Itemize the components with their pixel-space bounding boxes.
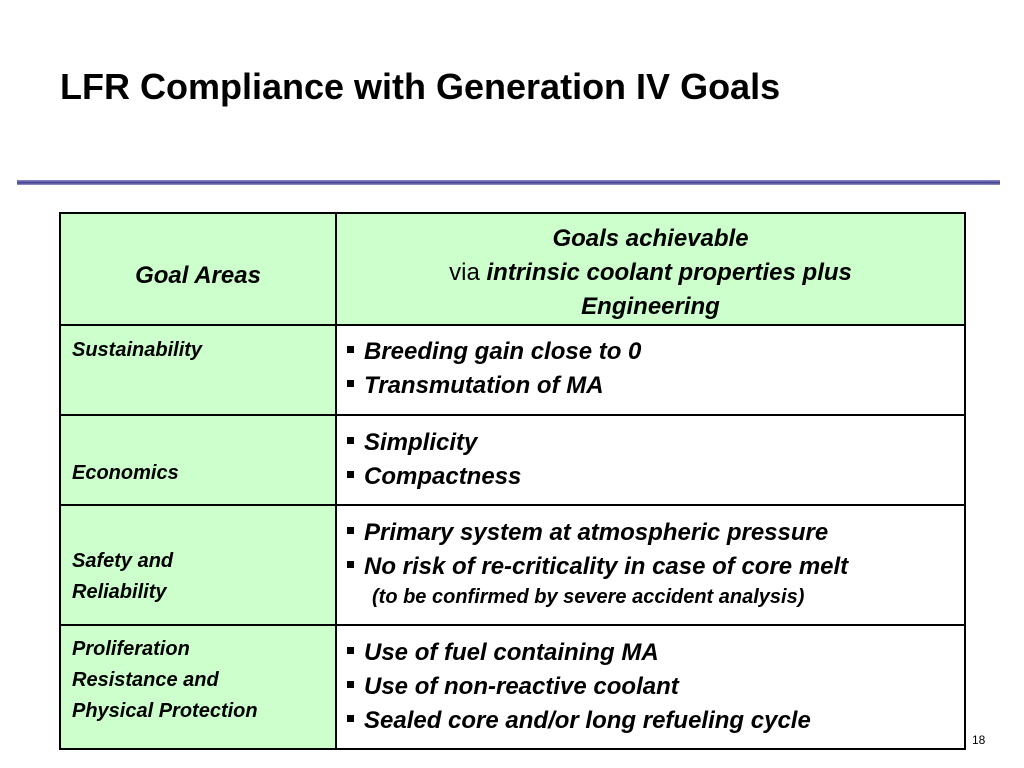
list-item	[347, 670, 964, 704]
list-item-text: Use of fuel containing MA	[364, 639, 659, 666]
page-number: 18	[972, 733, 986, 747]
goal-area-line: Resistance and	[72, 669, 219, 691]
list-item-text: No risk of re-criticality in case of core melt	[364, 553, 849, 580]
table-header-row	[60, 213, 965, 325]
goal-area-label	[61, 506, 335, 608]
list-item	[347, 550, 964, 584]
list-item	[347, 426, 964, 460]
bullet-square-icon	[347, 437, 354, 444]
list-item-text: Primary system at atmospheric pressure	[364, 519, 829, 546]
goals-cell	[336, 325, 965, 415]
table-row	[60, 505, 965, 625]
list-item	[347, 460, 964, 494]
bullet-square-icon	[347, 715, 354, 722]
goals-table	[59, 212, 966, 750]
list-item	[347, 369, 964, 403]
goals-cell	[336, 415, 965, 505]
bullet-square-icon	[347, 561, 354, 568]
bullet-square-icon	[347, 346, 354, 353]
list-item-text: Sealed core and/or long refueling cycle	[364, 707, 811, 734]
table-row	[60, 415, 965, 505]
slide-title: LFR Compliance with Generation IV Goals	[60, 66, 781, 107]
goals-list	[337, 626, 964, 738]
header-goals-line2	[337, 256, 964, 290]
goals-list	[337, 416, 964, 494]
goal-area-line: Sustainability	[72, 339, 203, 361]
header-goal-areas-label: Goal Areas	[135, 262, 261, 289]
header-goals	[336, 213, 965, 325]
bullet-square-icon	[347, 380, 354, 387]
bullet-square-icon	[347, 527, 354, 534]
header-goals-label	[337, 214, 964, 324]
goal-area-cell	[60, 505, 336, 625]
header-goal-areas	[60, 213, 336, 325]
goal-area-line: Safety and	[72, 550, 174, 572]
list-item-text: Simplicity	[364, 429, 478, 456]
list-item-text: Breeding gain close to 0	[364, 338, 642, 365]
goals-list	[337, 506, 964, 584]
goal-area-line: Physical Protection	[72, 700, 258, 722]
table-row	[60, 625, 965, 749]
header-goals-line3: Engineering	[581, 293, 720, 320]
bullet-square-icon	[347, 681, 354, 688]
goal-area-cell	[60, 415, 336, 505]
goals-list	[337, 326, 964, 403]
list-item	[347, 516, 964, 550]
goal-area-line: Proliferation	[72, 638, 190, 660]
goal-area-cell	[60, 625, 336, 749]
list-item	[347, 335, 964, 369]
goal-area-line: Reliability	[72, 581, 167, 603]
goal-area-cell	[60, 325, 336, 415]
header-goals-line2-text: intrinsic coolant properties plus	[486, 259, 852, 286]
list-item-text: Use of non-reactive coolant	[364, 673, 679, 700]
bullet-square-icon	[347, 647, 354, 654]
list-item	[347, 704, 964, 738]
header-goals-via: via	[449, 259, 480, 286]
goals-cell	[336, 505, 965, 625]
list-item	[347, 636, 964, 670]
table-row	[60, 325, 965, 415]
goals-cell	[336, 625, 965, 749]
goal-area-label	[61, 416, 335, 489]
list-item-text: Transmutation of MA	[364, 372, 604, 399]
header-goals-line1: Goals achievable	[552, 225, 749, 252]
title-divider	[17, 180, 1000, 185]
list-item-text: Compactness	[364, 463, 522, 490]
goal-area-label	[61, 626, 335, 727]
goal-area-label	[61, 326, 335, 366]
note-text: (to be confirmed by severe accident analysis)	[372, 586, 805, 608]
bullet-square-icon	[347, 471, 354, 478]
goal-area-line: Economics	[72, 462, 179, 484]
